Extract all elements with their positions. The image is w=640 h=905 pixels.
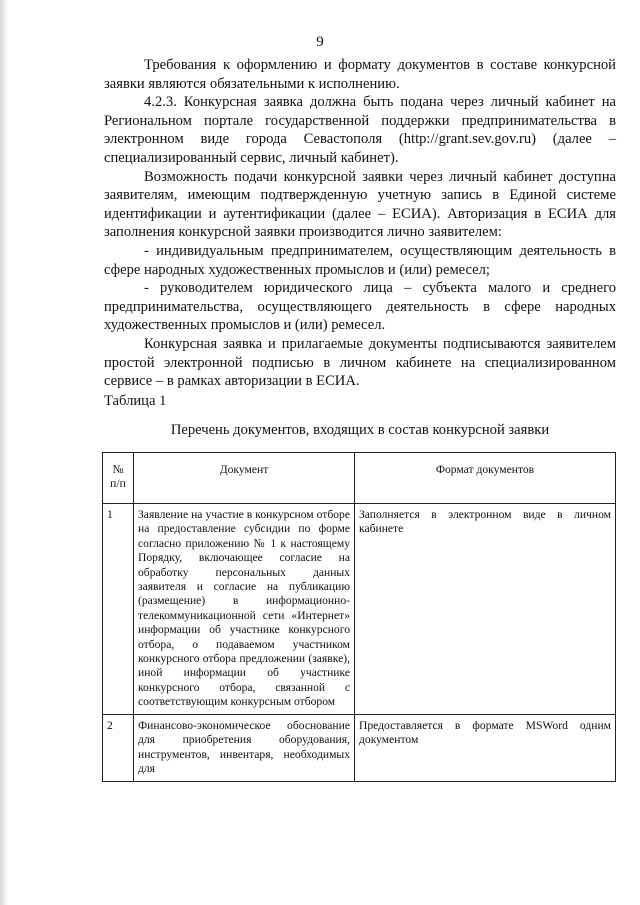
table-header-row	[103, 453, 616, 504]
page-number: 9	[316, 34, 324, 50]
row-document: Заявление на участие в конкурсном отборе на предоставление субсидии по форме согласно приложению № 1 к настоящему Порядку, включающее согласие на обработку персональных данных заявителя и согласие на публикацию (размещение) в информационно-телекоммуникационной сети «Интернет» информации об участнике конкурсного отбора, о подаваемом участником конкурсного отбора предложении (заявке), иной информации об участнике конкурсного отбора, связанной с соответствующим конкурсным отбором	[134, 504, 355, 715]
table-row	[103, 504, 616, 715]
paragraph-entrepreneur: - индивидуальным предпринимателем, осуществляющим деятельность в сфере народных художественных промыслов и (или) ремесел;	[104, 242, 616, 278]
documents-table	[102, 452, 616, 782]
table-title: Перечень документов, входящих в состав конкурсной заявки	[170, 422, 550, 438]
row-num: 2	[103, 714, 134, 781]
row-num: 1	[103, 504, 134, 715]
header-document: Документ	[134, 453, 355, 504]
row-document-text: Финансово-экономическое обоснование для приобретения оборудования, инструментов, инвентаря, необходимых для	[138, 718, 350, 775]
header-format: Формат документов	[355, 453, 616, 504]
body-text	[104, 56, 616, 391]
paragraph-4-2-3: 4.2.3. Конкурсная заявка должна быть подана через личный кабинет на Региональном портале государственной поддержки предпринимательства в электронном виде города Севастополя (http://grant.sev.gov.ru) (далее – специализированный сервис, личный кабинет).	[104, 94, 616, 166]
row-format: Предоставляется в формате MSWord одним документом	[355, 714, 616, 781]
paragraph-signature: Конкурсная заявка и прилагаемые документы подписываются заявителем простой электронной подписью в личном кабинете на специализированном сервисе – в рамках авторизации в ЕСИА.	[104, 335, 616, 390]
table-row	[103, 714, 616, 781]
paragraph-legal-entity: - руководителем юридического лица – субъекта малого и среднего предпринимательства, осуществляющего деятельность в сфере народных художественных промыслов и (или) ремесел.	[104, 280, 616, 334]
scan-edge-shadow	[0, 0, 8, 905]
row-document	[134, 714, 355, 781]
row-format: Заполняется в электронном виде в личном кабинете	[355, 504, 616, 715]
table-label: Таблица 1	[104, 393, 167, 409]
paragraph-requirements: Требования к оформлению и формату документов в составе конкурсной заявки являются обязательными к исполнению.	[104, 57, 616, 92]
paragraph-esia: Возможность подачи конкурсной заявки через личный кабинет доступна заявителям, имеющим подтвержденную учетную запись в Единой системе идентификации и аутентификации (далее – ЕСИА). Авторизация в ЕСИА для заполнения конкурсной заявки производится лично заявителем:	[104, 168, 616, 241]
header-num: № п/п	[103, 453, 134, 504]
